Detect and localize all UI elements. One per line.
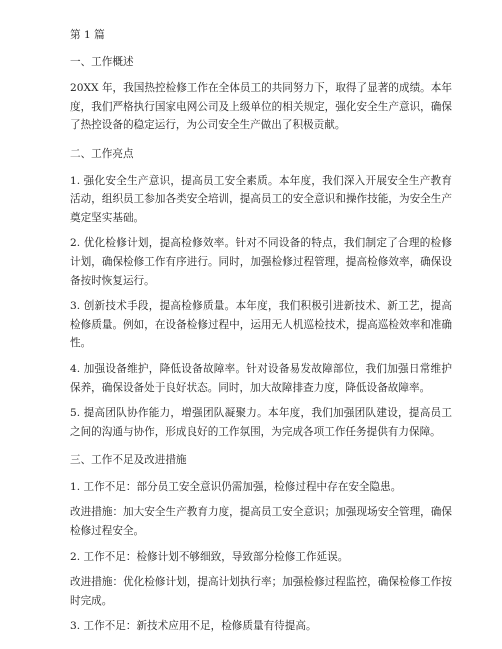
paragraph: 2. 工作不足：检修计划不够细致，导致部分检修工作延误。 (70, 550, 349, 563)
paragraph: 1. 工作不足：部分员工安全意识仍需加强，检修过程中存在安全隐患。 (70, 480, 402, 493)
section-heading-shortcomings: 三、工作不足及改进措施 (70, 454, 187, 467)
section-heading-overview: 一、工作概述 (70, 55, 134, 68)
paragraph: 3. 工作不足：新技术应用不足，检修质量有待提高。 (70, 620, 317, 633)
paragraph: 3. 创新技术手段，提高检修质量。本年度，我们积极引进新技术、新工艺，提高检修质量。例如，在设备检修过程中，运用无人机巡检技术，提高巡检效率和准确性。 (70, 300, 452, 350)
paragraph: 4. 加强设备维护，降低设备故障率。针对设备易发故障部位，我们加强日常维护保养，确保设备处于良好状态。同时，加大故障排查力度，降低设备故障率。 (70, 362, 452, 394)
paragraph: 5. 提高团队协作能力，增强团队凝聚力。本年度，我们加强团队建设，提高员工之间的沟通与协作，形成良好的工作氛围，为完成各项工作任务提供有力保障。 (70, 407, 452, 438)
section-heading-highlights: 二、工作亮点 (70, 147, 134, 160)
paragraph: 改进措施：加大安全生产教育力度，提高员工安全意识；加强现场安全管理，确保检修过程安全。 (70, 506, 452, 538)
paragraph: 1. 强化安全生产意识，提高员工安全素质。本年度，我们深入开展安全生产教育活动，组织员工参加各类安全培训，提高员工的安全意识和操作技能，为安全生产奠定坚实基础。 (70, 174, 452, 224)
part-title: 第 1 篇 (70, 29, 105, 41)
paragraph: 2. 优化检修计划，提高检修效率。针对不同设备的特点，我们制定了合理的检修计划，确保检修工作有序进行。同时，加强检修过程管理，提高检修效率，确保设备按时恢复运行。 (70, 237, 452, 287)
paragraph: 20XX 年，我国热控检修工作在全体员工的共同努力下，取得了显著的成绩。本年度，我们严格执行国家电网公司及上级单位的相关规定，强化安全生产意识，确保了热控设备的稳定运行，为公司安全生产做出了积极贡献。 (70, 82, 452, 132)
paragraph: 改进措施：优化检修计划，提高计划执行率；加强检修过程监控，确保检修工作按时完成。 (70, 576, 452, 607)
